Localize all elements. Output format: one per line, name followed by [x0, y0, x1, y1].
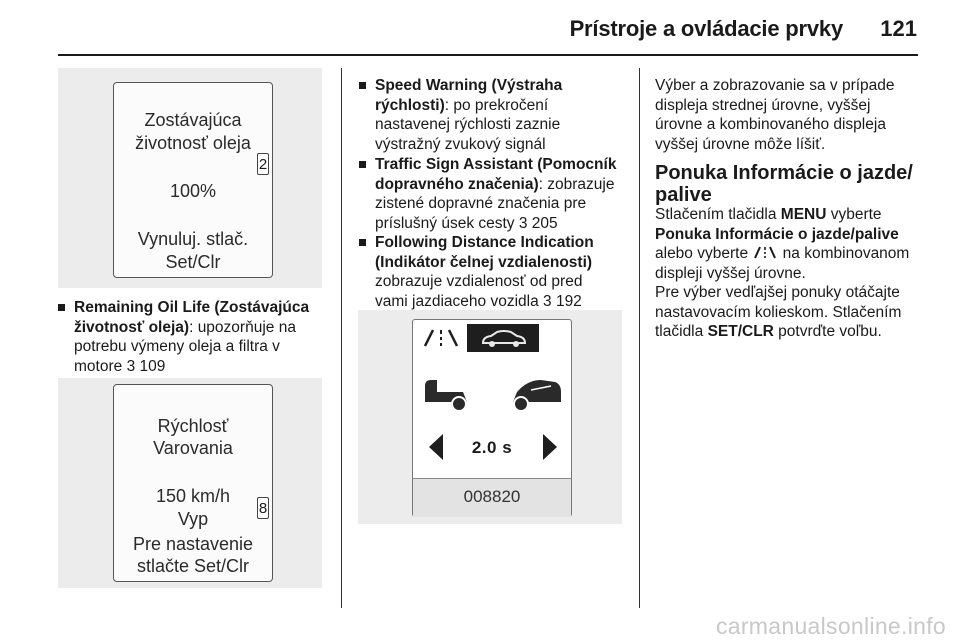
heading-line: Ponuka Informácie o jazde/ [655, 162, 913, 184]
text-line: úrovne a kombinovaného displeja [655, 116, 886, 133]
bullet-text: : zobrazuje [538, 175, 615, 193]
bullet-text: motore [74, 357, 123, 375]
bullet-marker [359, 239, 366, 246]
bullet-title: dopravného značenia) [375, 175, 539, 193]
text-span: tlačidla [655, 323, 708, 340]
bullet-title: Remaining Oil Life (Zostávajúca [74, 299, 310, 316]
arrow-right-icon [543, 434, 557, 460]
speed-warning-value: 150 km/h [155, 486, 231, 506]
section-heading [655, 162, 935, 206]
header-rule [58, 54, 918, 56]
page-reference: 3 205 [518, 214, 558, 232]
following-distance-screen [412, 319, 572, 517]
text-line: displeja strednej úrovne, vyššej [655, 96, 871, 114]
bullet-traffic-sign [359, 155, 629, 233]
road-icon [421, 326, 461, 350]
bullet-text: : upozorňuje na [189, 318, 296, 336]
speed-warning-screen [113, 384, 273, 582]
vehicle-ahead-icon [507, 372, 563, 416]
bullet-text: : po prekročení [444, 96, 549, 114]
bullet-text: zobrazuje vzdialenosť od pred [375, 273, 583, 290]
oil-life-percent: 100% [169, 181, 217, 201]
page-reference: 3 109 [126, 357, 166, 375]
oil-life-setclr: Set/Clr [165, 252, 221, 272]
text-line: vyššej úrovne môže líšiť. [655, 135, 826, 153]
text-span: Stlačením tlačidla [655, 206, 781, 223]
setclr-button-label: SET/CLR [707, 323, 774, 340]
bullet-speed-warning [359, 76, 629, 154]
column-divider-1 [341, 68, 342, 608]
bullet-text: nastavenej rýchlosti zaznie [375, 116, 561, 133]
bullet-text: potrebu výmeny oleja a filtra v [74, 338, 280, 355]
text-line: Pre výber vedľajšej ponuky otáčajte [655, 284, 900, 301]
bullet-title: Speed Warning (Výstraha [375, 77, 563, 94]
heading-line: palive [655, 184, 712, 206]
page-header [0, 0, 960, 52]
oil-life-line2: životnosť oleja [135, 133, 251, 153]
text-span: potvrďte voľbu. [773, 323, 882, 340]
car-icon [467, 324, 539, 352]
figure-oil-life [58, 68, 322, 288]
page-badge: 2 [257, 153, 269, 175]
oil-life-reset: Vynuluj. stlač. [137, 229, 249, 249]
bullet-title: rýchlosti) [375, 96, 445, 114]
speed-warning-line5: Pre nastavenie [132, 534, 254, 554]
bullet-title: životnosť oleja) [74, 318, 190, 336]
figure-speed-warning [58, 378, 322, 588]
bullet-following-distance [359, 233, 629, 311]
text-span: vyberte [826, 206, 882, 223]
speed-warning-line6: stlačte Set/Clr [136, 556, 250, 576]
text-line: Výber a zobrazovanie sa v prípade [655, 77, 895, 94]
paragraph-menu [655, 205, 945, 283]
bullet-title: Following Distance Indication [375, 234, 594, 251]
oil-life-screen [113, 82, 273, 278]
following-distance-value: 2.0 s [471, 438, 513, 457]
paragraph-display-levels [655, 76, 935, 154]
speed-warning-line2: Varovania [153, 438, 233, 458]
page-reference: 3 192 [543, 292, 582, 310]
own-vehicle-icon [423, 372, 473, 416]
page-number: 121 [880, 16, 917, 41]
bullet-marker [58, 304, 65, 311]
text-line: nastavovacím kolieskom. Stlačením [655, 303, 902, 321]
vehicle-tab [467, 324, 539, 352]
oil-life-line1: Zostávajúca [144, 110, 242, 130]
paragraph-submenu [655, 283, 945, 342]
display-tab-bar [413, 320, 571, 354]
speed-warning-line1: Rýchlosť [157, 416, 229, 436]
bullet-text: zistené dopravné značenia pre [375, 195, 587, 212]
page-title: Prístroje a ovládacie prvky [569, 16, 843, 41]
bullet-title: Traffic Sign Assistant (Pomocník [375, 156, 617, 173]
bullet-text: príslušný úsek cesty [375, 214, 515, 232]
page-badge: 8 [257, 497, 269, 519]
column-divider-2 [639, 68, 640, 608]
bullet-text: vami jazdiaceho vozidla [375, 292, 539, 310]
text-span: alebo vyberte [655, 245, 753, 262]
bullet-text: výstražný zvukový signál [375, 135, 546, 153]
text-line: displeji vyššej úrovne. [655, 264, 806, 282]
watermark: carmanualsonline.info [715, 613, 946, 639]
bullet-marker [359, 82, 366, 89]
menu-name: Ponuka Informácie o jazde/palive [655, 225, 899, 243]
speed-warning-state: Vyp [177, 509, 209, 529]
bullet-marker [359, 161, 366, 168]
bullet-title: (Indikátor čelnej vzdialenosti) [375, 253, 593, 271]
menu-button-label: MENU [780, 206, 827, 223]
road-icon [752, 245, 778, 259]
odometer-value: 008820 [463, 487, 521, 506]
bullet-oil-life [58, 298, 328, 376]
text-span: na kombinovanom [778, 245, 910, 262]
